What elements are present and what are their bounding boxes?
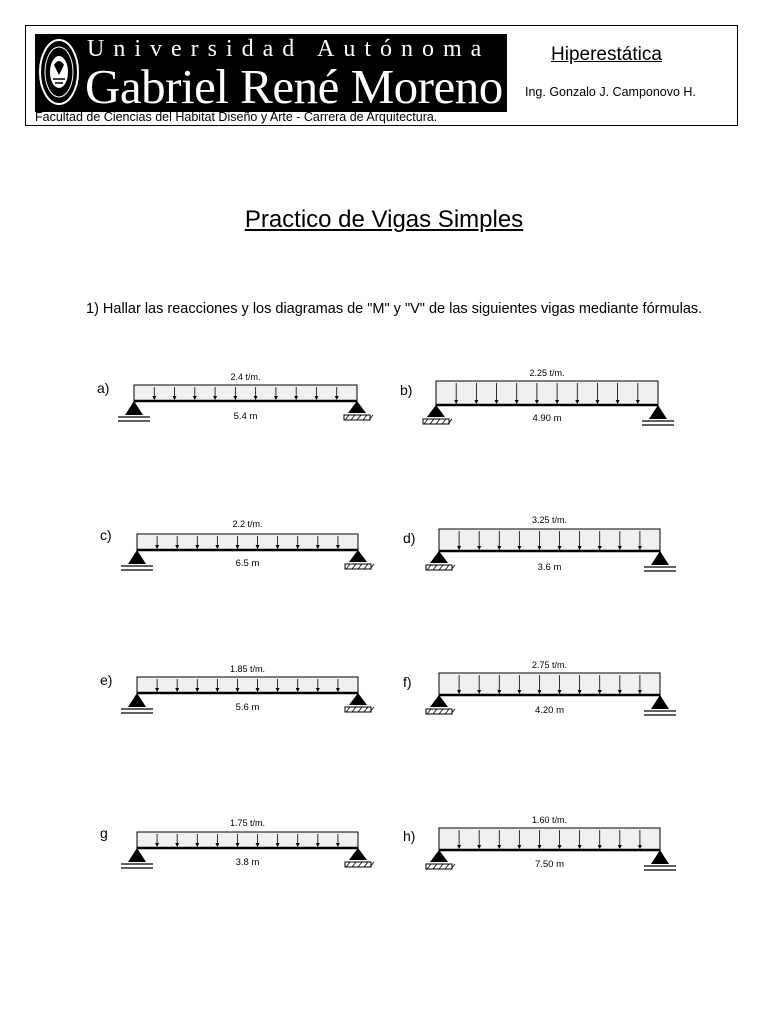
load-label: 2.75 t/m. [531, 660, 568, 670]
pin-support-icon [651, 695, 669, 709]
roller-support-icon [349, 848, 367, 860]
pin-support-icon [651, 551, 669, 565]
roller-support-icon [349, 693, 367, 705]
page-title: Practico de Vigas Simples [244, 206, 524, 233]
span-label: 5.6 m [235, 702, 260, 713]
load-label: 3.25 t/m. [531, 515, 568, 525]
load-label: 1.60 t/m. [531, 815, 568, 825]
distributed-load-block [137, 534, 358, 550]
university-name: Gabriel René Moreno [85, 59, 503, 112]
span-label: 3.8 m [235, 857, 260, 868]
span-label: 5.4 m [233, 411, 258, 422]
course-title: Hiperestática [551, 44, 662, 65]
beam-label: d) [403, 530, 416, 546]
pin-support-icon [128, 550, 146, 564]
distributed-load-block [436, 381, 658, 405]
beam-7 [100, 818, 374, 868]
beam-label: e) [100, 672, 113, 688]
span-label: 7.50 m [534, 859, 565, 870]
roller-support-icon [430, 695, 448, 707]
beam-label: f) [403, 674, 412, 690]
beam-label: h) [403, 828, 416, 844]
load-label: 2.2 t/m. [232, 519, 263, 529]
roller-support-icon [349, 550, 367, 562]
pin-support-icon [128, 693, 146, 707]
distributed-load-block [439, 828, 660, 850]
beam-label: b) [400, 382, 413, 398]
pin-support-icon [651, 850, 669, 864]
distributed-load-block [134, 385, 357, 401]
distributed-load-block [137, 832, 358, 848]
university-line: Universidad Autónoma [87, 36, 491, 62]
beam-1 [97, 372, 373, 422]
roller-support-icon [427, 405, 445, 417]
beam-2 [400, 368, 674, 425]
teacher-name: Ing. Gonzalo J. Camponovo H. [525, 85, 696, 99]
load-label: 1.75 t/m. [229, 818, 266, 828]
pin-support-icon [128, 848, 146, 862]
distributed-load-block [137, 677, 358, 693]
load-label: 2.4 t/m. [230, 372, 261, 382]
span-label: 4.20 m [534, 705, 565, 716]
load-label: 1.85 t/m. [229, 664, 266, 674]
beam-label: c) [100, 527, 112, 543]
pin-support-icon [649, 405, 667, 419]
beam-8 [403, 815, 676, 870]
span-label: 6.5 m [235, 558, 260, 569]
beam-label: g [100, 825, 108, 841]
instruction-text: 1) Hallar las reacciones y los diagramas de "M" y "V" de las siguientes vigas mediante fórmulas. [86, 301, 703, 317]
beam-6 [403, 660, 676, 716]
beam-3 [100, 519, 374, 570]
roller-support-icon [348, 401, 366, 413]
beam-4 [403, 515, 676, 573]
roller-support-icon [430, 850, 448, 862]
faculty-text: Facultad de Ciencias del Habitat Diseño y Arte - Carrera de Arquitectura. [35, 110, 438, 124]
beam-label: a) [97, 380, 110, 396]
distributed-load-block [439, 673, 660, 695]
span-label: 3.6 m [537, 562, 562, 573]
roller-support-icon [430, 551, 448, 563]
pin-support-icon [125, 401, 143, 415]
beam-5 [100, 664, 374, 713]
distributed-load-block [439, 529, 660, 551]
span-label: 4.90 m [532, 413, 562, 424]
load-label: 2.25 t/m. [529, 368, 565, 378]
